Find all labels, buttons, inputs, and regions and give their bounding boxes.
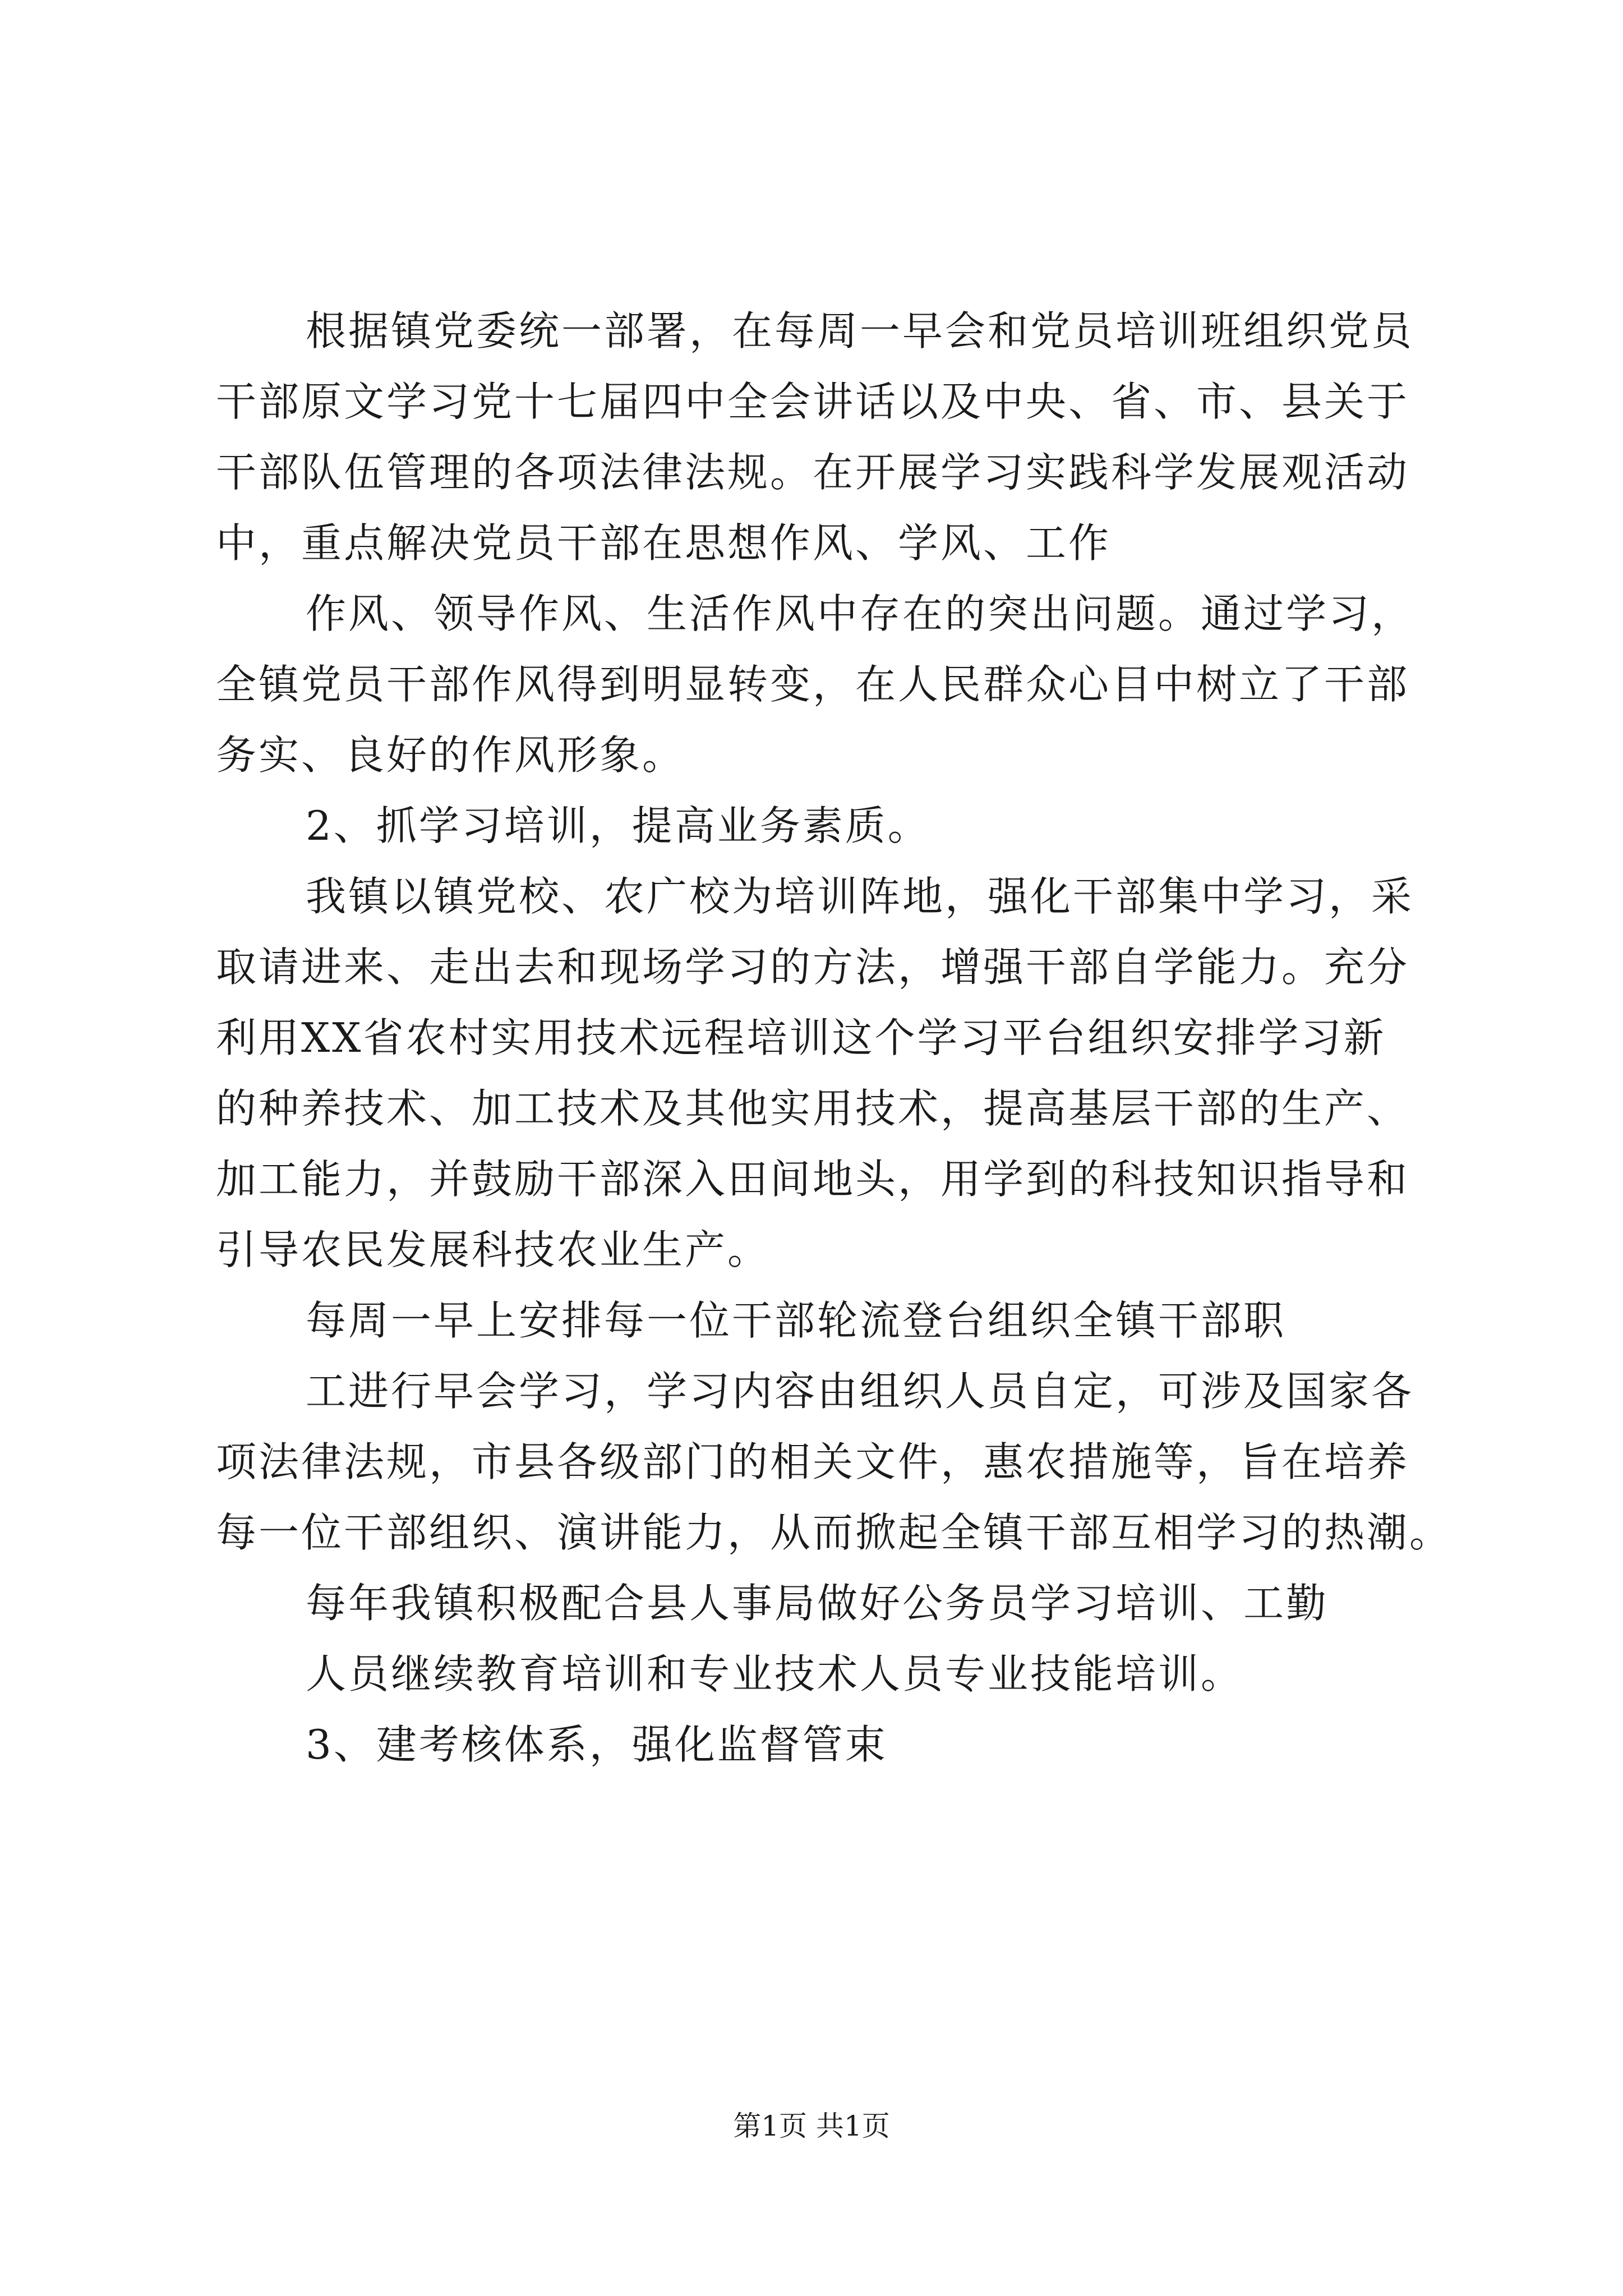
text-line: 每一位干部组织、演讲能力，从而掀起全镇干部互相学习的热潮。	[216, 1509, 1453, 1556]
text-line: 干部队伍管理的各项法律法规。在开展学习实践科学发展观活动	[216, 449, 1410, 496]
section-heading: 2、抓学习培训，提高业务素质。	[306, 802, 930, 849]
text-line: 加工能力，并鼓励干部深入田间地头，用学到的科技知识指导和	[216, 1156, 1410, 1203]
text-line: 每年我镇积极配合县人事局做好公务员学习培训、工勤	[306, 1580, 1329, 1627]
text-line: 人员继续教育培训和专业技术人员专业技能培训。	[306, 1650, 1244, 1697]
text-line: 干部原文学习党十七届四中全会讲话以及中央、省、市、县关于	[216, 378, 1410, 425]
page-number-footer: 第1页 共1页	[733, 2110, 890, 2142]
text-line: 中，重点解决党员干部在思想作风、学风、工作	[216, 519, 1112, 567]
text-line: 项法律法规，市县各级部门的相关文件，惠农措施等，旨在培养	[216, 1438, 1410, 1485]
text-line: 的种养技术、加工技术及其他实用技术，提高基层干部的生产、	[216, 1085, 1410, 1132]
text-line: 工进行早会学习，学习内容由组织人员自定，可涉及国家各	[306, 1368, 1414, 1415]
text-line: 利用XX省农村实用技术远程培训这个学习平台组织安排学习新	[216, 1014, 1386, 1061]
text-line: 务实、良好的作风形象。	[216, 731, 685, 779]
text-line: 作风、领导作风、生活作风中存在的突出问题。通过学习，	[306, 590, 1414, 637]
text-line: 我镇以镇党校、农广校为培训阵地，强化干部集中学习，采	[306, 873, 1414, 920]
text-line: 取请进来、走出去和现场学习的方法，增强干部自学能力。充分	[216, 944, 1410, 991]
section-heading: 3、建考核体系，强化监督管束	[306, 1721, 888, 1768]
text-line: 引导农民发展科技农业生产。	[216, 1226, 771, 1273]
text-line: 根据镇党委统一部署，在每周一早会和党员培训班组织党员	[306, 307, 1414, 355]
text-line: 每周一早上安排每一位干部轮流登台组织全镇干部职	[306, 1297, 1287, 1344]
text-line: 全镇党员干部作风得到明显转变，在人民群众心目中树立了干部	[216, 661, 1410, 708]
